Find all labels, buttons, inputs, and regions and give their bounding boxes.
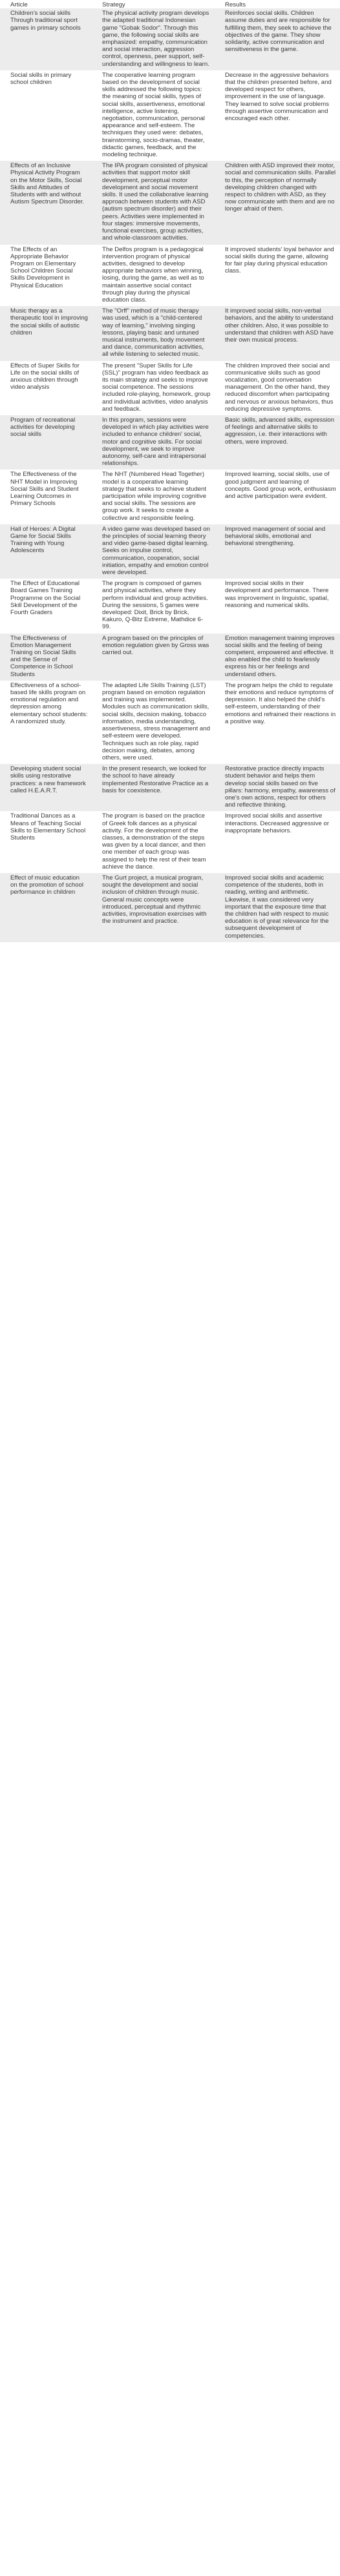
table-row [0,361,340,415]
table-row [0,8,340,70]
column-header-article: Article [10,1,28,8]
strategy-cell: The program is based on the practice of Greek folk dances as a physical activity. For the development of the classes, a demonstration of the steps was given by a local dancer, and then one member of each group was assigned to help the rest of their team achieve the dance. [92,811,215,873]
results-cell: Improved social skills and academic competence of the students, both in reading, writing and arithmetic. Likewise, it was considered very important that the exposure time that the children had with respect to music education is of great relevance for the subsequent development of competencies. [215,873,340,942]
table-row [0,245,340,307]
results-cell: Decrease in the aggressive behaviors that the children presented before, and developed respect for others, improvement in the use of language. They learned to solve social problems through assertive communication and encouraged each other. [215,70,340,161]
article-cell: Program of recreational activities for developing social skills [0,415,92,469]
table-row [0,70,340,161]
strategy-cell: The Delfos program is a pedagogical intervention program of physical activities, designed to develop appropriate behaviors when winning, losing, during the game, as well as to maintain assertive social contact through play during the physical education class. [92,245,215,307]
column-header-results: Results [225,1,246,8]
table-row [0,306,340,360]
article-cell: Effect of music education on the promotion of school performance in children [0,873,92,942]
table-row [0,415,340,469]
article-cell: The Effects of an Appropriate Behavior Program on Elementary School Children Social Skills Development in Physical Education [0,245,92,307]
results-cell: Improved learning, social skills, use of good judgment and learning of concepts. Good group work, enthusiasm and active participation were evident. [215,469,340,524]
results-cell: Restorative practice directly impacts student behavior and helps them develop social skills based on five pillars: harmony, empathy, awareness of one's own actions, respect for others and reflective thinking. [215,764,340,811]
table-header-row [0,0,340,8]
table-row [0,873,340,942]
results-cell: It improved social skills, non-verbal behaviors, and the ability to understand other children. Also, it was possible to understand that children with ASD have their own musical process. [215,306,340,360]
strategy-cell: The adapted Life Skills Training (LST) program based on emotion regulation and training was implemented. Modules such as communication skills, social skills, decision making, tobacco information, media understanding, assertiveness, stress management and self-esteem were developed. Techniques such as role play, rapid decision making, debates, among others, were used. [92,681,215,764]
strategy-cell: In the present research, we looked for the school to have already implemented Restorative Practice as a basis for coexistence. [92,764,215,811]
strategy-cell: A program based on the principles of emotion regulation given by Gross was carried out. [92,634,215,681]
strategy-cell: The present "Super Skills for Life (SSL)" program has video feedback as its main strategy and seeks to improve social competence. The sessions included role-playing, homework, group and individual activities, video analysis and feedback. [92,361,215,415]
column-header-strategy: Strategy [102,1,125,8]
article-cell: Music therapy as a therapeutic tool in improving the social skills of autistic children [0,306,92,360]
results-cell: Improved social skills and assertive interactions. Decreased aggressive or inappropriate behaviors. [215,811,340,873]
article-cell: Effects of Super Skills for Life on the social skills of anxious children through video analysis [0,361,92,415]
strategy-cell: The Gurt project, a musical program, sought the development and social inclusion of children through music. General music concepts were introduced, perceptual and rhythmic activities, improvisation exercises with the instrument and practice. [92,873,215,942]
results-cell: It improved students' loyal behavior and social skills during the game, allowing for fair play during physical education class. [215,245,340,307]
article-cell: Hall of Heroes: A Digital Game for Social Skills Training with Young Adolescents [0,524,92,579]
article-cell: Effects of an Inclusive Physical Activity Program on the Motor Skills, Social Skills and Attitudes of Students with and without Autism Spectrum Disorder. [0,161,92,244]
results-cell: Reinforces social skills. Children assume duties and are responsible for fulfilling them, they seek to achieve the objectives of the game. They show solidarity, active communication and sensitiveness in the game. [215,8,340,70]
studies-table [0,0,340,942]
results-cell: Emotion management training improves social skills and the feeling of being competent, empowered and effective. It also enabled the child to fearlessly express his or her feelings and understand others. [215,634,340,681]
table-row [0,579,340,633]
article-cell: The Effectiveness of Emotion Management Training on Social Skills and the Sense of Competence in School Students [0,634,92,681]
results-cell: Improved management of social and behavioral skills, emotional and behavioral strengthening. [215,524,340,579]
results-cell: Children with ASD improved their motor, social and communication skills. Parallel to this, the perception of normally developing children changed with respect to children with ASD, as they now communicate with them and are no longer afraid of them. [215,161,340,244]
article-cell: Traditional Dances as a Means of Teaching Social Skills to Elementary School Students [0,811,92,873]
article-cell: Social skills in primary school children [0,70,92,161]
article-cell: The Effect of Educational Board Games Training Programme on the Social Skill Development of the Fourth Graders [0,579,92,633]
article-cell: Developing student social skills using restorative practices: a new framework called H.E.A.R.T. [0,764,92,811]
article-cell: Children's social skills Through traditional sport games in primary schools [0,8,92,70]
results-cell: Basic skills, advanced skills, expression of feelings and alternative skills to aggression, i.e. their interactions with others, were improved. [215,415,340,469]
table-row [0,634,340,681]
strategy-cell: The cooperative learning program based on the development of social skills addressed the following topics: the meaning of social skills, types of social skills, assertiveness, emotional intelligence, active listening, negotiation, communication, personal appearance and self-esteem. The techniques they used were: debates, brainstorming, socio-dramas, theater, didactic games, feedback, and the modeling technique. [92,70,215,161]
results-cell: The program helps the child to regulate their emotions and reduce symptoms of depression. It also helped the child's self-esteem, understanding of their emotions and refrained their reactions in a positive way. [215,681,340,764]
strategy-cell: The NHT (Numbered Head Together) model is a cooperative learning strategy that seeks to achieve student participation while improving cognitive and social skills. The sessions are group work. It seeks to create a collective and responsible feeling. [92,469,215,524]
strategy-cell: The "Orff" method of music therapy was used, which is a "child-centered way of learning," involving singing lessons, playing basic and untuned musical instruments, body movement and dance, communication activities, all while listening to selected music. [92,306,215,360]
strategy-cell: The IPA program consisted of physical activities that support motor skill development, perceptual motor development and social movement skills. It used the collaborative learning approach between students with ASD (autism spectrum disorder) and their peers. Activities were implemented in four stages: immersive movements, functional exercises, group activities, and whole-classroom activities. [92,161,215,244]
article-cell: Effectiveness of a school-based life skills program on emotional regulation and depression among elementary school students: A randomized study. [0,681,92,764]
table-row [0,681,340,764]
strategy-cell: A video game was developed based on the principles of social learning theory and video game-based digital learning. Seeks on impulse control, communication, cooperation, social initiation, empathy and emotion control were developed. [92,524,215,579]
article-cell: The Effectiveness of the NHT Model in Improving Social Skills and Student Learning Outcomes in Primary Schools [0,469,92,524]
strategy-cell: The physical activity program develops the adapted traditional Indonesian game "Gobak Sodor". Through this game, the following social skills are emphasized: empathy, communication and social interaction, aggression control, openness, peer support, self-understanding and willingness to learn. [92,8,215,70]
table-row [0,161,340,244]
strategy-cell: In this program, sessions were developed in which play activities were included to enhance children' social, motor and cognitive skills. For social development, we seek to improve autonomy, self-care and intrapersonal relationships. [92,415,215,469]
results-cell: Improved social skills in their development and performance. There was improvement in linguistic, spatial, reasoning and numerical skills. [215,579,340,633]
table-row [0,764,340,811]
table-row [0,524,340,579]
table-row [0,811,340,873]
results-cell: The children improved their social and communicative skills such as good vocalization, good conversation management. On the other hand, they reduced discomfort when participating and nervous or anxious behaviors, thus reducing depressive symptoms. [215,361,340,415]
strategy-cell: The program is composed of games and physical activities, where they perform individual and group activities. During the sessions, 5 games were developed: Dixit, Brick by Brick, Kakuro, Q-Bitz Extreme, Mathdice 6-99. [92,579,215,633]
table-row [0,469,340,524]
